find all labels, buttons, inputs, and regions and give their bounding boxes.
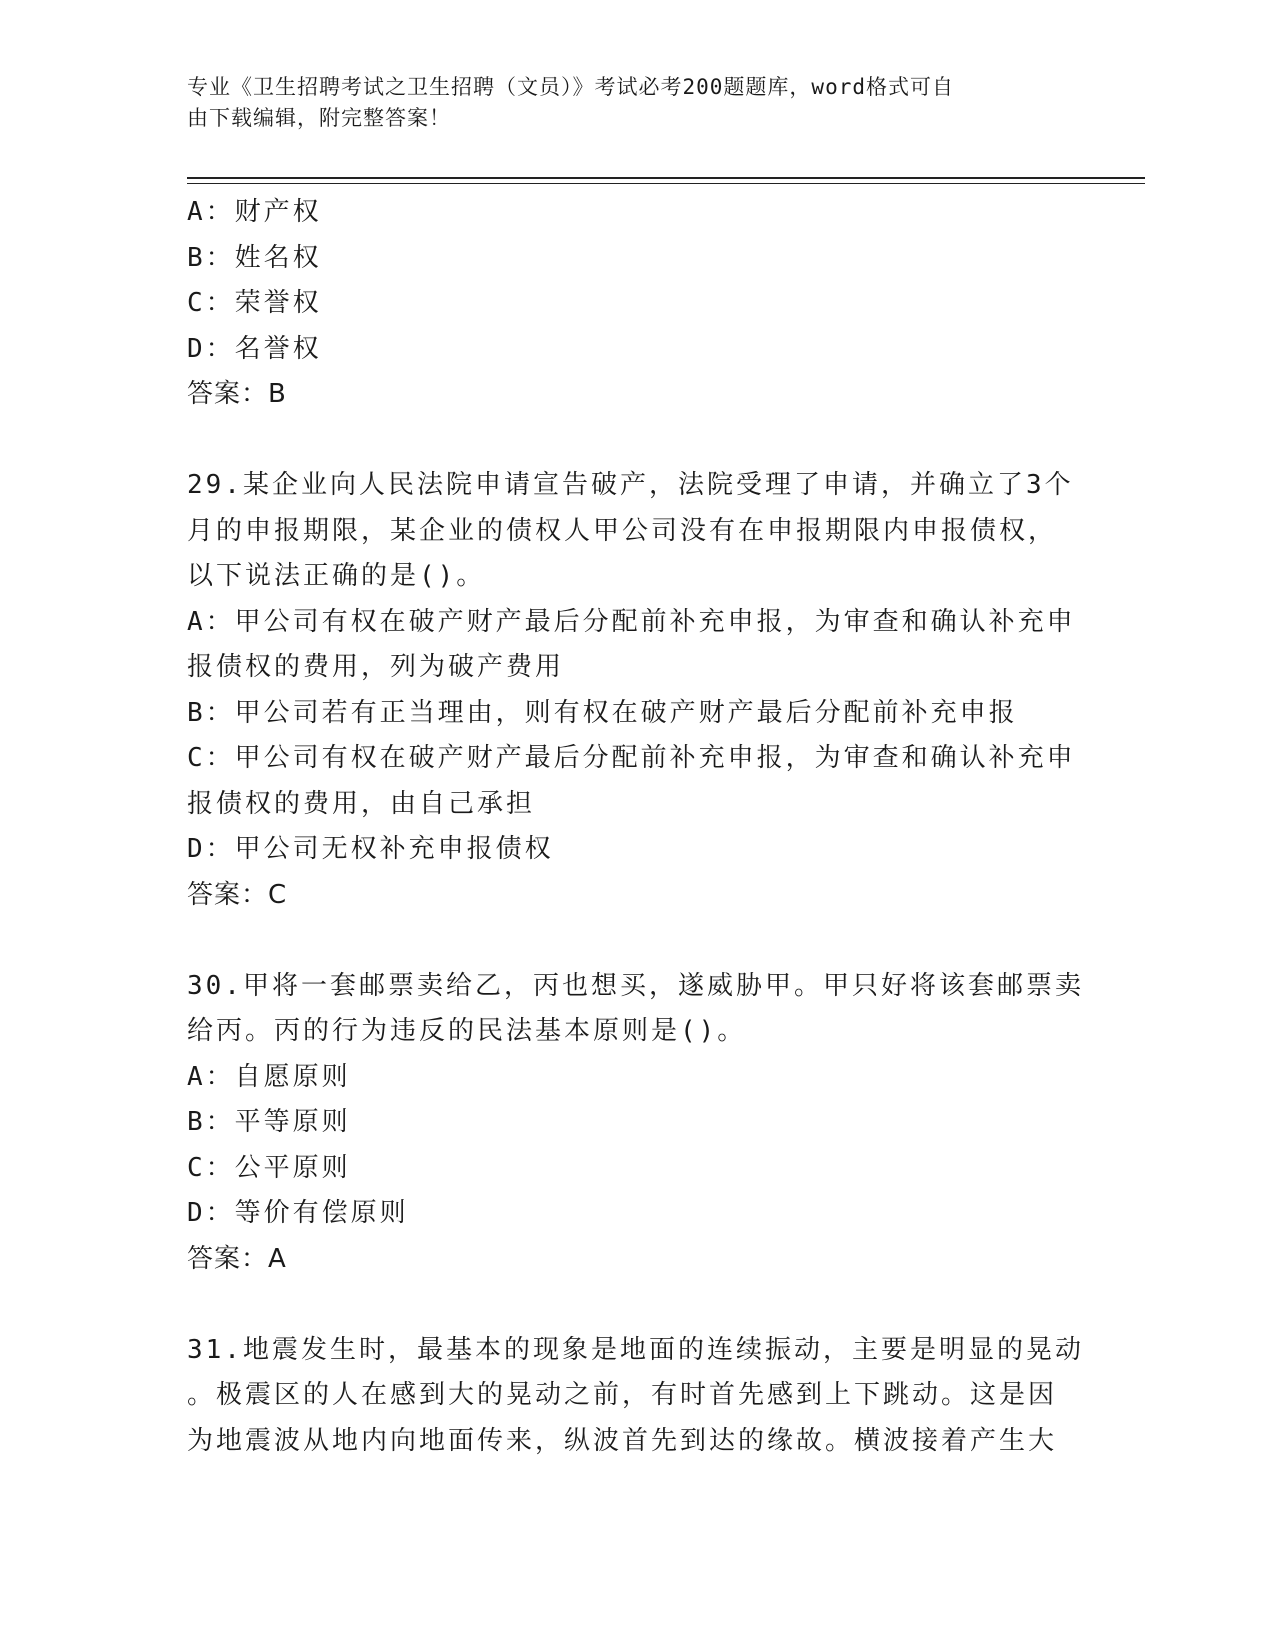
option-b: B：姓名权: [187, 242, 322, 273]
option-c-continued: 报债权的费用，由自己承担: [187, 788, 536, 819]
question-stem-line: 29.某企业向人民法院申请宣告破产，法院受理了申请，并确立了3个: [187, 470, 1074, 500]
option-d: D：名誉权: [187, 333, 322, 364]
question-29: [187, 463, 1087, 918]
document-header: [187, 72, 1067, 134]
option-c: C：公平原则: [187, 1152, 351, 1183]
option-c: C：荣誉权: [187, 288, 322, 318]
header-divider: [187, 177, 1145, 179]
option-b: B：甲公司若有正当理由，则有权在破产财产最后分配前补充申报: [187, 697, 1018, 728]
header-divider-thin: [187, 183, 1145, 184]
question-stem-line: 给丙。丙的行为违反的民法基本原则是()。: [187, 1016, 747, 1046]
question-stem-line: 30.甲将一套邮票卖给乙，丙也想买，遂威胁甲。甲只好将该套邮票卖: [187, 970, 1084, 1001]
spacer: [187, 418, 1087, 464]
spacer: [187, 918, 1087, 964]
header-line-2: 由下载编辑，附完整答案！: [187, 106, 451, 130]
question-30: [187, 964, 1087, 1283]
answer-line: 答案：A: [187, 1243, 287, 1274]
header-line-1: 专业《卫生招聘考试之卫生招聘（文员）》考试必考200题题库，word格式可自: [187, 75, 954, 99]
option-d: D：等价有偿原则: [187, 1198, 409, 1228]
question-31: [187, 1328, 1087, 1465]
question-content: [187, 190, 1087, 1464]
question-stem-line: 月的申报期限，某企业的债权人甲公司没有在申报期限内申报债权，: [187, 515, 1058, 546]
option-c: C：甲公司有权在破产财产最后分配前补充申报，为审查和确认补充申: [187, 743, 1076, 773]
question-stem-line: 。极震区的人在感到大的晃动之前，有时首先感到上下跳动。这是因: [187, 1380, 1058, 1410]
question-stem-line: 为地震波从地内向地面传来，纵波首先到达的缘故。横波接着产生大: [187, 1425, 1058, 1456]
option-b: B：平等原则: [187, 1107, 351, 1137]
option-d: D：甲公司无权补充申报债权: [187, 834, 554, 864]
question-stem-line: 31.地震发生时，最基本的现象是地面的连续振动，主要是明显的晃动: [187, 1334, 1084, 1365]
option-a: A：自愿原则: [187, 1061, 351, 1092]
answer-line: 答案：B: [187, 379, 287, 409]
option-a-continued: 报债权的费用，列为破产费用: [187, 652, 565, 682]
question-28-tail: [187, 190, 1087, 418]
option-a: A：财产权: [187, 197, 322, 227]
answer-line: 答案：C: [187, 879, 288, 910]
spacer: [187, 1282, 1087, 1328]
question-stem-line: 以下说法正确的是()。: [187, 561, 486, 591]
option-a: A：甲公司有权在破产财产最后分配前补充申报，为审查和确认补充申: [187, 606, 1076, 637]
